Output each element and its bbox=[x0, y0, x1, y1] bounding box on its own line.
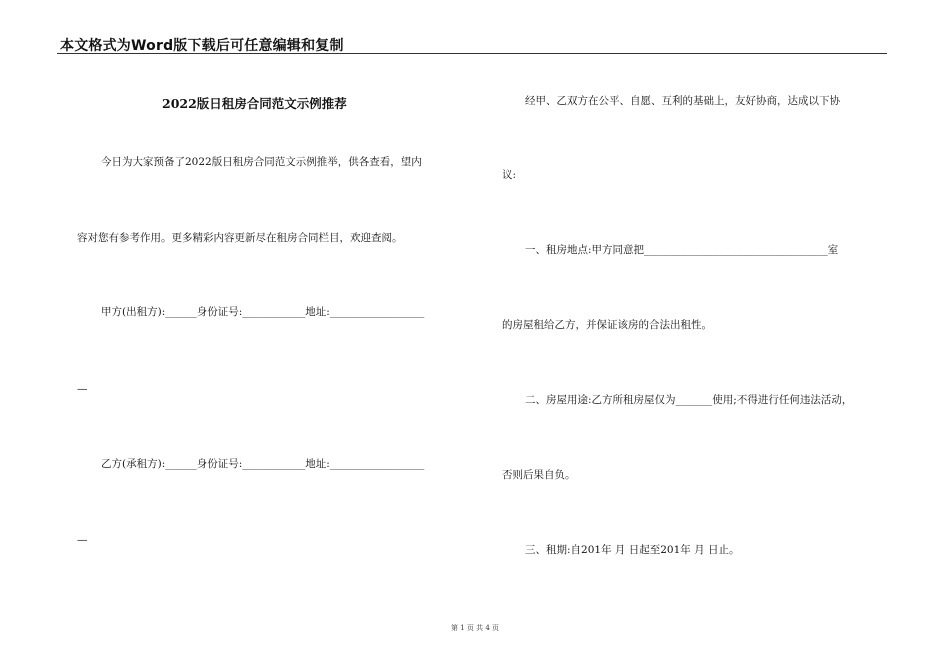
clause-3-line-1: 三、租期:自201年 月 日起至201年 月 日止。 bbox=[525, 544, 740, 556]
preamble-line-2: 议: bbox=[502, 169, 517, 181]
party-a-continuation: — bbox=[77, 383, 88, 395]
header-divider bbox=[57, 53, 887, 54]
clause-2-line-2: 否则后果自负。 bbox=[502, 469, 576, 481]
page-number: 第 1 页 共 4 页 bbox=[450, 624, 500, 632]
intro-line-2: 容对您有参考作用。更多精彩内容更新尽在租房合同栏目，欢迎查阅。 bbox=[77, 232, 403, 244]
preamble-line-1: 经甲、乙双方在公平、自愿、互利的基础上，友好协商，达成以下协 bbox=[525, 95, 840, 107]
clause-1-line-2: 的房屋租给乙方，并保证该房的合法出租性。 bbox=[502, 319, 712, 331]
party-a-line: 甲方(出租方):______身份证号:____________地址:__________________ bbox=[101, 306, 425, 318]
party-b-line: 乙方(承租方):______身份证号:____________地址:__________________ bbox=[101, 458, 425, 470]
party-b-continuation: — bbox=[77, 534, 88, 546]
intro-line-1: 今日为大家预备了2022版日租房合同范文示例推举，供各查看，望内 bbox=[101, 156, 422, 168]
clause-2-line-1: 二、房屋用途:乙方所租房屋仅为_______使用;不得进行任何违法活动， bbox=[525, 394, 853, 406]
header-title: 本文格式为Word版下载后可任意编辑和复制 bbox=[60, 38, 344, 54]
document-title: 2022版日租房合同范文示例推荐 bbox=[162, 96, 347, 111]
clause-1-line-1: 一、租房地点:甲方同意把___________________________________室 bbox=[525, 244, 839, 256]
